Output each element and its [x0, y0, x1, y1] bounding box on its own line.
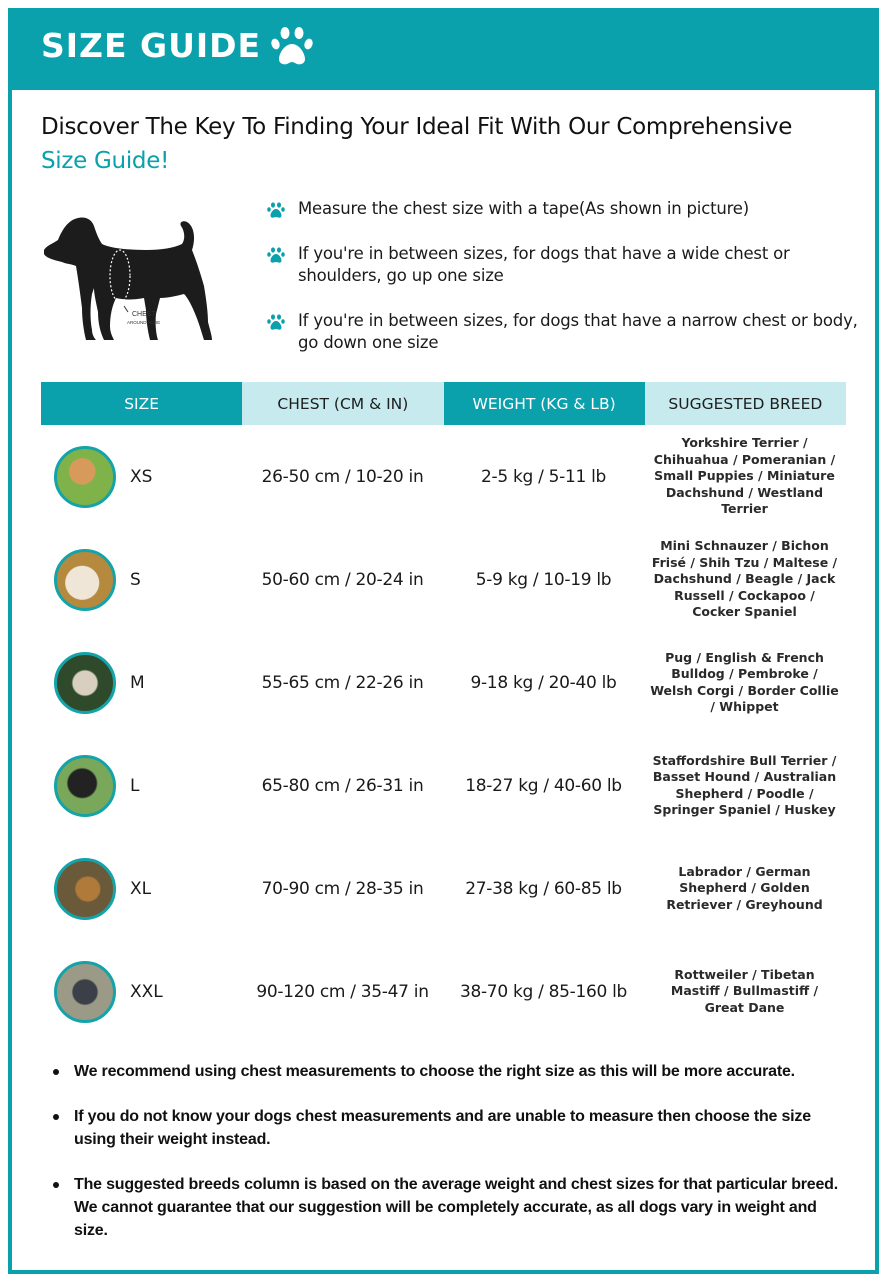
header-weight: WEIGHT (KG & LB) — [444, 382, 645, 425]
chest-sublabel: AROUND HERE — [127, 320, 161, 325]
paw-bullet-icon — [266, 246, 286, 264]
dog-photo-xl — [54, 858, 116, 920]
tip-text: If you're in between sizes, for dogs that have a wide chest or shoulders, go up one size — [298, 244, 790, 285]
dog-photo-m — [54, 652, 116, 714]
fit-notes — [50, 1060, 850, 1264]
table-row — [41, 837, 846, 940]
chest-cell: 70-90 cm / 28-35 in — [261, 878, 424, 899]
breed-cell: Staffordshire Bull Terrier / Basset Hound / Australian Shepherd / Poodle / Springer Spaniel / Huskey — [652, 752, 837, 817]
size-cell — [41, 652, 242, 714]
header-breed: SUGGESTED BREED — [645, 382, 846, 425]
chest-cell: 50-60 cm / 20-24 in — [261, 569, 424, 590]
size-cell — [41, 755, 242, 817]
bullet-icon — [53, 1114, 59, 1120]
breed-cell: Mini Schnauzer / Bichon Frisé / Shih Tzu / Maltese / Dachshund / Beagle / Jack Russell / Cockapoo / Cocker Spaniel — [651, 538, 838, 620]
table-row — [41, 425, 846, 528]
intro-heading — [41, 110, 792, 178]
paw-icon — [269, 23, 315, 69]
size-cell — [41, 549, 242, 611]
breed-cell: Rottweiler / Tibetan Mastiff / Bullmastiff / Great Dane — [670, 966, 819, 1015]
paw-bullet-icon — [266, 201, 286, 219]
table-row — [41, 940, 846, 1043]
intro-accent: Size Guide! — [41, 148, 169, 174]
tip-item — [266, 243, 866, 287]
paw-bullet-icon — [266, 313, 286, 331]
intro-line: Discover The Key To Finding Your Ideal Fit With Our Comprehensive — [41, 114, 793, 140]
dog-photo-s — [54, 549, 116, 611]
dog-photo-l — [54, 755, 116, 817]
header — [8, 8, 879, 90]
bullet-icon — [53, 1069, 59, 1075]
size-guide-frame — [8, 8, 879, 1274]
table-row — [41, 631, 846, 734]
breed-cell: Yorkshire Terrier / Chihuahua / Pomeranian / Small Puppies / Miniature Dachshund / Westland Terrier — [653, 435, 836, 517]
table-row — [41, 528, 846, 631]
note-item — [50, 1105, 850, 1151]
note-item — [50, 1173, 850, 1242]
page-title: SIZE GUIDE — [41, 26, 262, 65]
table-row — [41, 734, 846, 837]
chest-cell: 26-50 cm / 10-20 in — [261, 466, 424, 487]
weight-cell: 2-5 kg / 5-11 lb — [480, 466, 607, 487]
tip-text: If you're in between sizes, for dogs that have a narrow chest or body, go down one size — [298, 311, 858, 352]
header-chest: CHEST (CM & IN) — [242, 382, 443, 425]
header-size: SIZE — [41, 382, 242, 425]
size-label: S — [130, 569, 141, 590]
measurement-tips — [266, 198, 866, 377]
tip-item — [266, 310, 866, 354]
chest-label: CHEST — [132, 311, 156, 318]
note-text: If you do not know your dogs chest measurements and are unable to measure then choose the size using their weight instead. — [74, 1108, 811, 1148]
breed-cell: Pug / English & French Bulldog / Pembroke / Welsh Corgi / Border Collie / Whippet — [650, 649, 839, 714]
tip-item — [266, 198, 866, 220]
dog-chest-illustration — [36, 202, 226, 352]
size-label: XXL — [130, 981, 163, 1002]
weight-cell: 5-9 kg / 10-19 lb — [475, 569, 612, 590]
size-label: L — [130, 775, 140, 796]
size-cell — [41, 446, 242, 508]
weight-cell: 38-70 kg / 85-160 lb — [459, 981, 628, 1002]
dog-photo-xxl — [54, 961, 116, 1023]
chest-cell: 90-120 cm / 35-47 in — [256, 981, 429, 1002]
bullet-icon — [53, 1182, 59, 1188]
size-table — [41, 382, 846, 1043]
size-label: M — [130, 672, 145, 693]
weight-cell: 27-38 kg / 60-85 lb — [465, 878, 622, 899]
chest-cell: 55-65 cm / 22-26 in — [261, 672, 424, 693]
note-text: We recommend using chest measurements to choose the right size as this will be more accurate. — [74, 1063, 795, 1080]
chest-cell: 65-80 cm / 26-31 in — [261, 775, 424, 796]
size-label: XL — [130, 878, 152, 899]
breed-cell: Labrador / German Shepherd / Golden Retriever / Greyhound — [666, 863, 823, 912]
size-cell — [41, 961, 242, 1023]
weight-cell: 9-18 kg / 20-40 lb — [470, 672, 617, 693]
weight-cell: 18-27 kg / 40-60 lb — [465, 775, 622, 796]
content-panel — [12, 90, 875, 1270]
dog-photo-xs — [54, 446, 116, 508]
note-text: The suggested breeds column is based on the average weight and chest sizes for that particular breed. We cannot guarantee that our suggestion will be completely accurate, as all dogs vary in weight and size. — [74, 1176, 839, 1239]
tip-text: Measure the chest size with a tape(As shown in picture) — [298, 199, 750, 218]
size-label: XS — [130, 466, 153, 487]
size-cell — [41, 858, 242, 920]
note-item — [50, 1060, 850, 1083]
table-header — [41, 382, 846, 425]
